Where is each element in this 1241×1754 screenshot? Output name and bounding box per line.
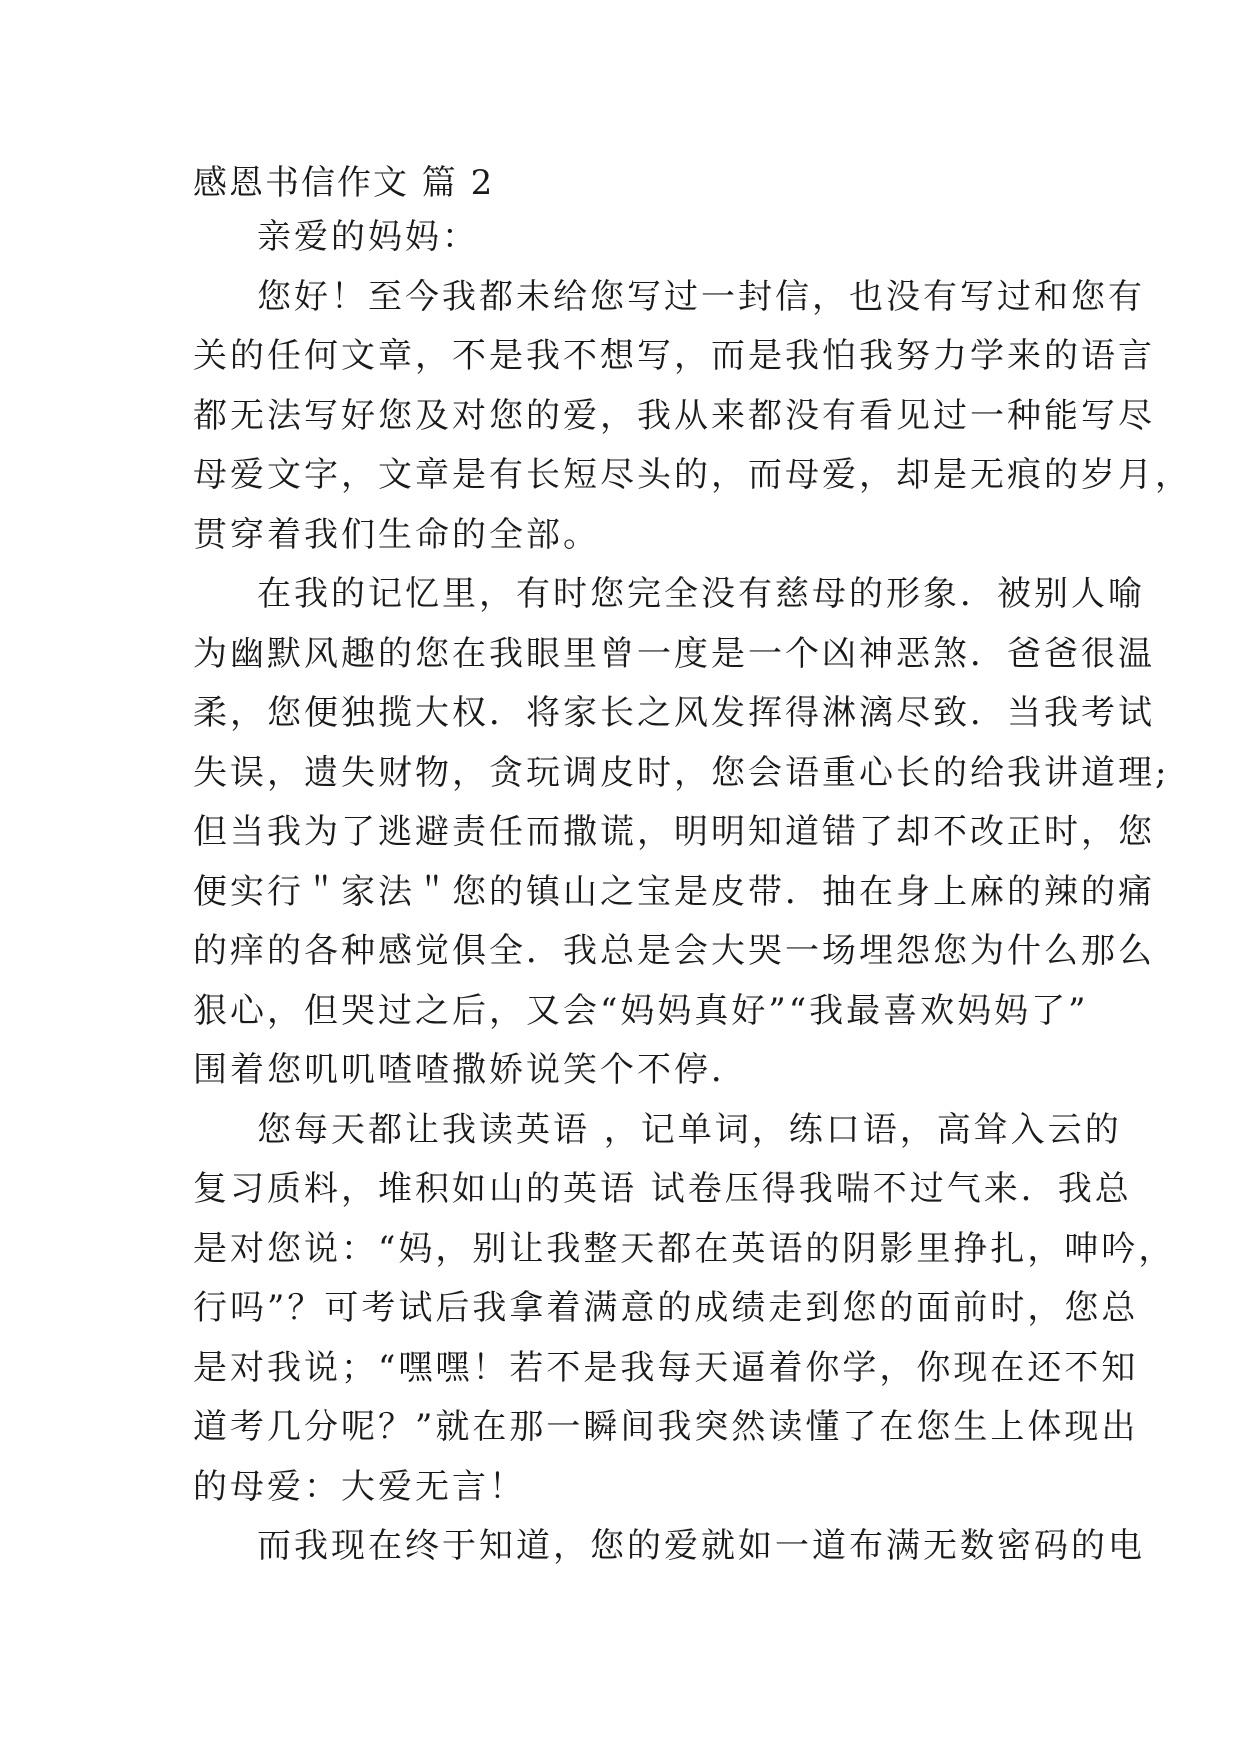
letter-body <box>193 158 1192 1577</box>
paragraph-3-line-2: 复习质料，堆积如山的英语 试卷压得我喘不过气来．我总 <box>193 1169 1132 1209</box>
paragraph-3-line-5: 是对我说；“嘿嘿！若不是我每天逼着你学，你现在还不知 <box>193 1347 1139 1388</box>
paragraph-3-line-6: 道考几分呢？”就在那一瞬间我突然读懂了在您生上体现出 <box>193 1407 1139 1447</box>
paragraph-3-line-4: 行吗”？可考试后我拿着满意的成绩走到您的面前时，您总 <box>193 1288 1139 1328</box>
paragraph-1-line-3: 都无法写好您及对您的爱，我从来都没有看见过一种能写尽 <box>193 395 1155 436</box>
paragraph-3-line-7: 的母爱：大爱无言！ <box>193 1466 526 1507</box>
paragraph-2-line-6: 便实行＂家法＂您的镇山之宝是皮带．抽在身上麻的辣的痛 <box>193 871 1155 912</box>
paragraph-1-line-2: 关的任何文章，不是我不想写，而是我怕我努力学来的语言 <box>193 336 1155 376</box>
paragraph-2-line-8: 狠心，但哭过之后，又会“妈妈真好”“我最喜欢妈妈了” <box>193 990 1089 1031</box>
paragraph-3-line-3: 是对您说：“妈，别让我整天都在英语的阴影里挣扎，呻吟， <box>193 1228 1176 1269</box>
paragraph-2-line-4: 失误，遗失财物，贪玩调皮时，您会语重心长的给我讲道理; <box>193 752 1170 793</box>
salutation: 亲爱的妈妈： <box>257 217 479 257</box>
paragraph-3-line-1: 您每天都让我读英语 ，记单词，练口语，高耸入云的 <box>257 1109 1122 1150</box>
paragraph-2-line-2: 为幽默风趣的您在我眼里曾一度是一个凶神恶煞．爸爸很温 <box>193 633 1155 674</box>
paragraph-2-line-5: 但当我为了逃避责任而撒谎，明明知道错了却不改正时，您 <box>193 812 1155 852</box>
paragraph-1-line-4: 母爱文字，文章是有长短尽头的，而母爱，却是无痕的岁月， <box>193 455 1192 495</box>
paragraph-1-line-5: 贯穿着我们生命的全部。 <box>193 514 600 555</box>
paragraph-4-line-1: 而我现在终于知道，您的爱就如一道布满无数密码的电 <box>257 1526 1145 1566</box>
essay-title: 感恩书信作文 篇 2 <box>193 163 495 203</box>
paragraph-1-line-1: 您好！至今我都未给您写过一封信，也没有写过和您有 <box>257 276 1145 317</box>
paragraph-2-line-9: 围着您叽叽喳喳撒娇说笑个不停． <box>193 1050 748 1090</box>
paragraph-2-line-3: 柔，您便独揽大权．将家长之风发挥得淋漓尽致．当我考试 <box>193 693 1155 733</box>
paragraph-2-line-7: 的痒的各种感觉俱全．我总是会大哭一场埋怨您为什么那么 <box>193 931 1155 971</box>
paragraph-2-line-1: 在我的记忆里，有时您完全没有慈母的形象．被别人喻 <box>257 574 1145 614</box>
